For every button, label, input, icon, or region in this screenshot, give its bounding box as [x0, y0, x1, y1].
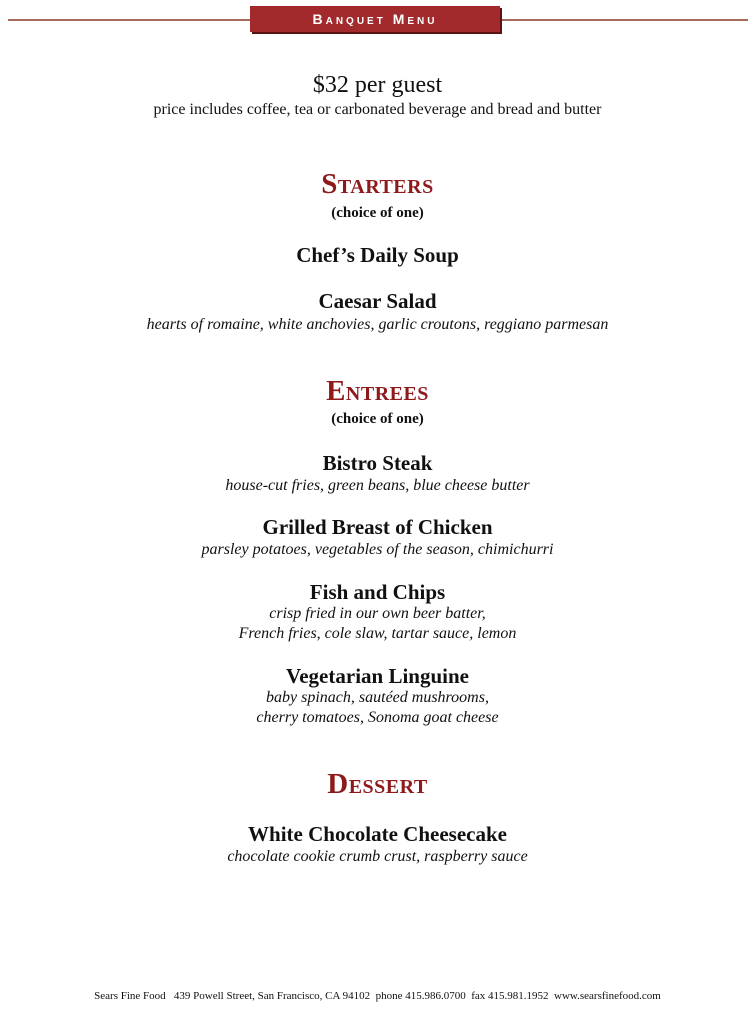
dish-name: Fish and Chips: [309, 580, 446, 604]
starters-heading: Starters: [321, 168, 434, 200]
footer-phone: phone 415.986.0700: [375, 990, 466, 1002]
dish-name: Vegetarian Linguine: [286, 664, 469, 688]
footer-business-name: Sears Fine Food: [94, 990, 166, 1002]
dish-description-line-1: crisp fried in our own beer batter,: [269, 605, 486, 622]
price-per-guest: $32 per guest: [312, 72, 443, 98]
dish-description-line-1: baby spinach, sautéed mushrooms,: [266, 689, 489, 706]
dish-name: Chef’s Daily Soup: [296, 243, 459, 267]
entrees-choice-note: (choice of one): [331, 411, 424, 427]
dish-name: Bistro Steak: [322, 451, 433, 475]
entrees-heading: Entrees: [326, 375, 429, 407]
header-rule-left: [8, 19, 252, 21]
dish-description-line-2: cherry tomatoes, Sonoma goat cheese: [256, 709, 499, 726]
price-note: price includes coffee, tea or carbonated beverage and bread and butter: [153, 101, 602, 118]
dish-name: Grilled Breast of Chicken: [262, 515, 493, 539]
footer-contact: [0, 990, 755, 1002]
dessert-heading: Dessert: [327, 768, 428, 800]
footer-fax: fax 415.981.1952: [471, 990, 549, 1002]
header-rule-right: [502, 19, 748, 21]
starters-choice-note: (choice of one): [331, 205, 424, 221]
dish-name: Caesar Salad: [318, 289, 437, 313]
dish-description-line-2: French fries, cole slaw, tartar sauce, lemon: [238, 625, 517, 642]
dish-description: parsley potatoes, vegetables of the season, chimichurri: [201, 541, 554, 558]
banquet-menu-banner: Banquet Menu: [250, 6, 500, 32]
footer-website[interactable]: www.searsfinefood.com: [554, 990, 661, 1002]
dish-name: White Chocolate Cheesecake: [248, 822, 507, 846]
dish-description: house-cut fries, green beans, blue cheese butter: [225, 477, 530, 494]
dish-description: chocolate cookie crumb crust, raspberry sauce: [227, 848, 528, 865]
footer-address: 439 Powell Street, San Francisco, CA 94102: [173, 990, 371, 1002]
dish-description: hearts of romaine, white anchovies, garlic croutons, reggiano parmesan: [146, 316, 609, 333]
